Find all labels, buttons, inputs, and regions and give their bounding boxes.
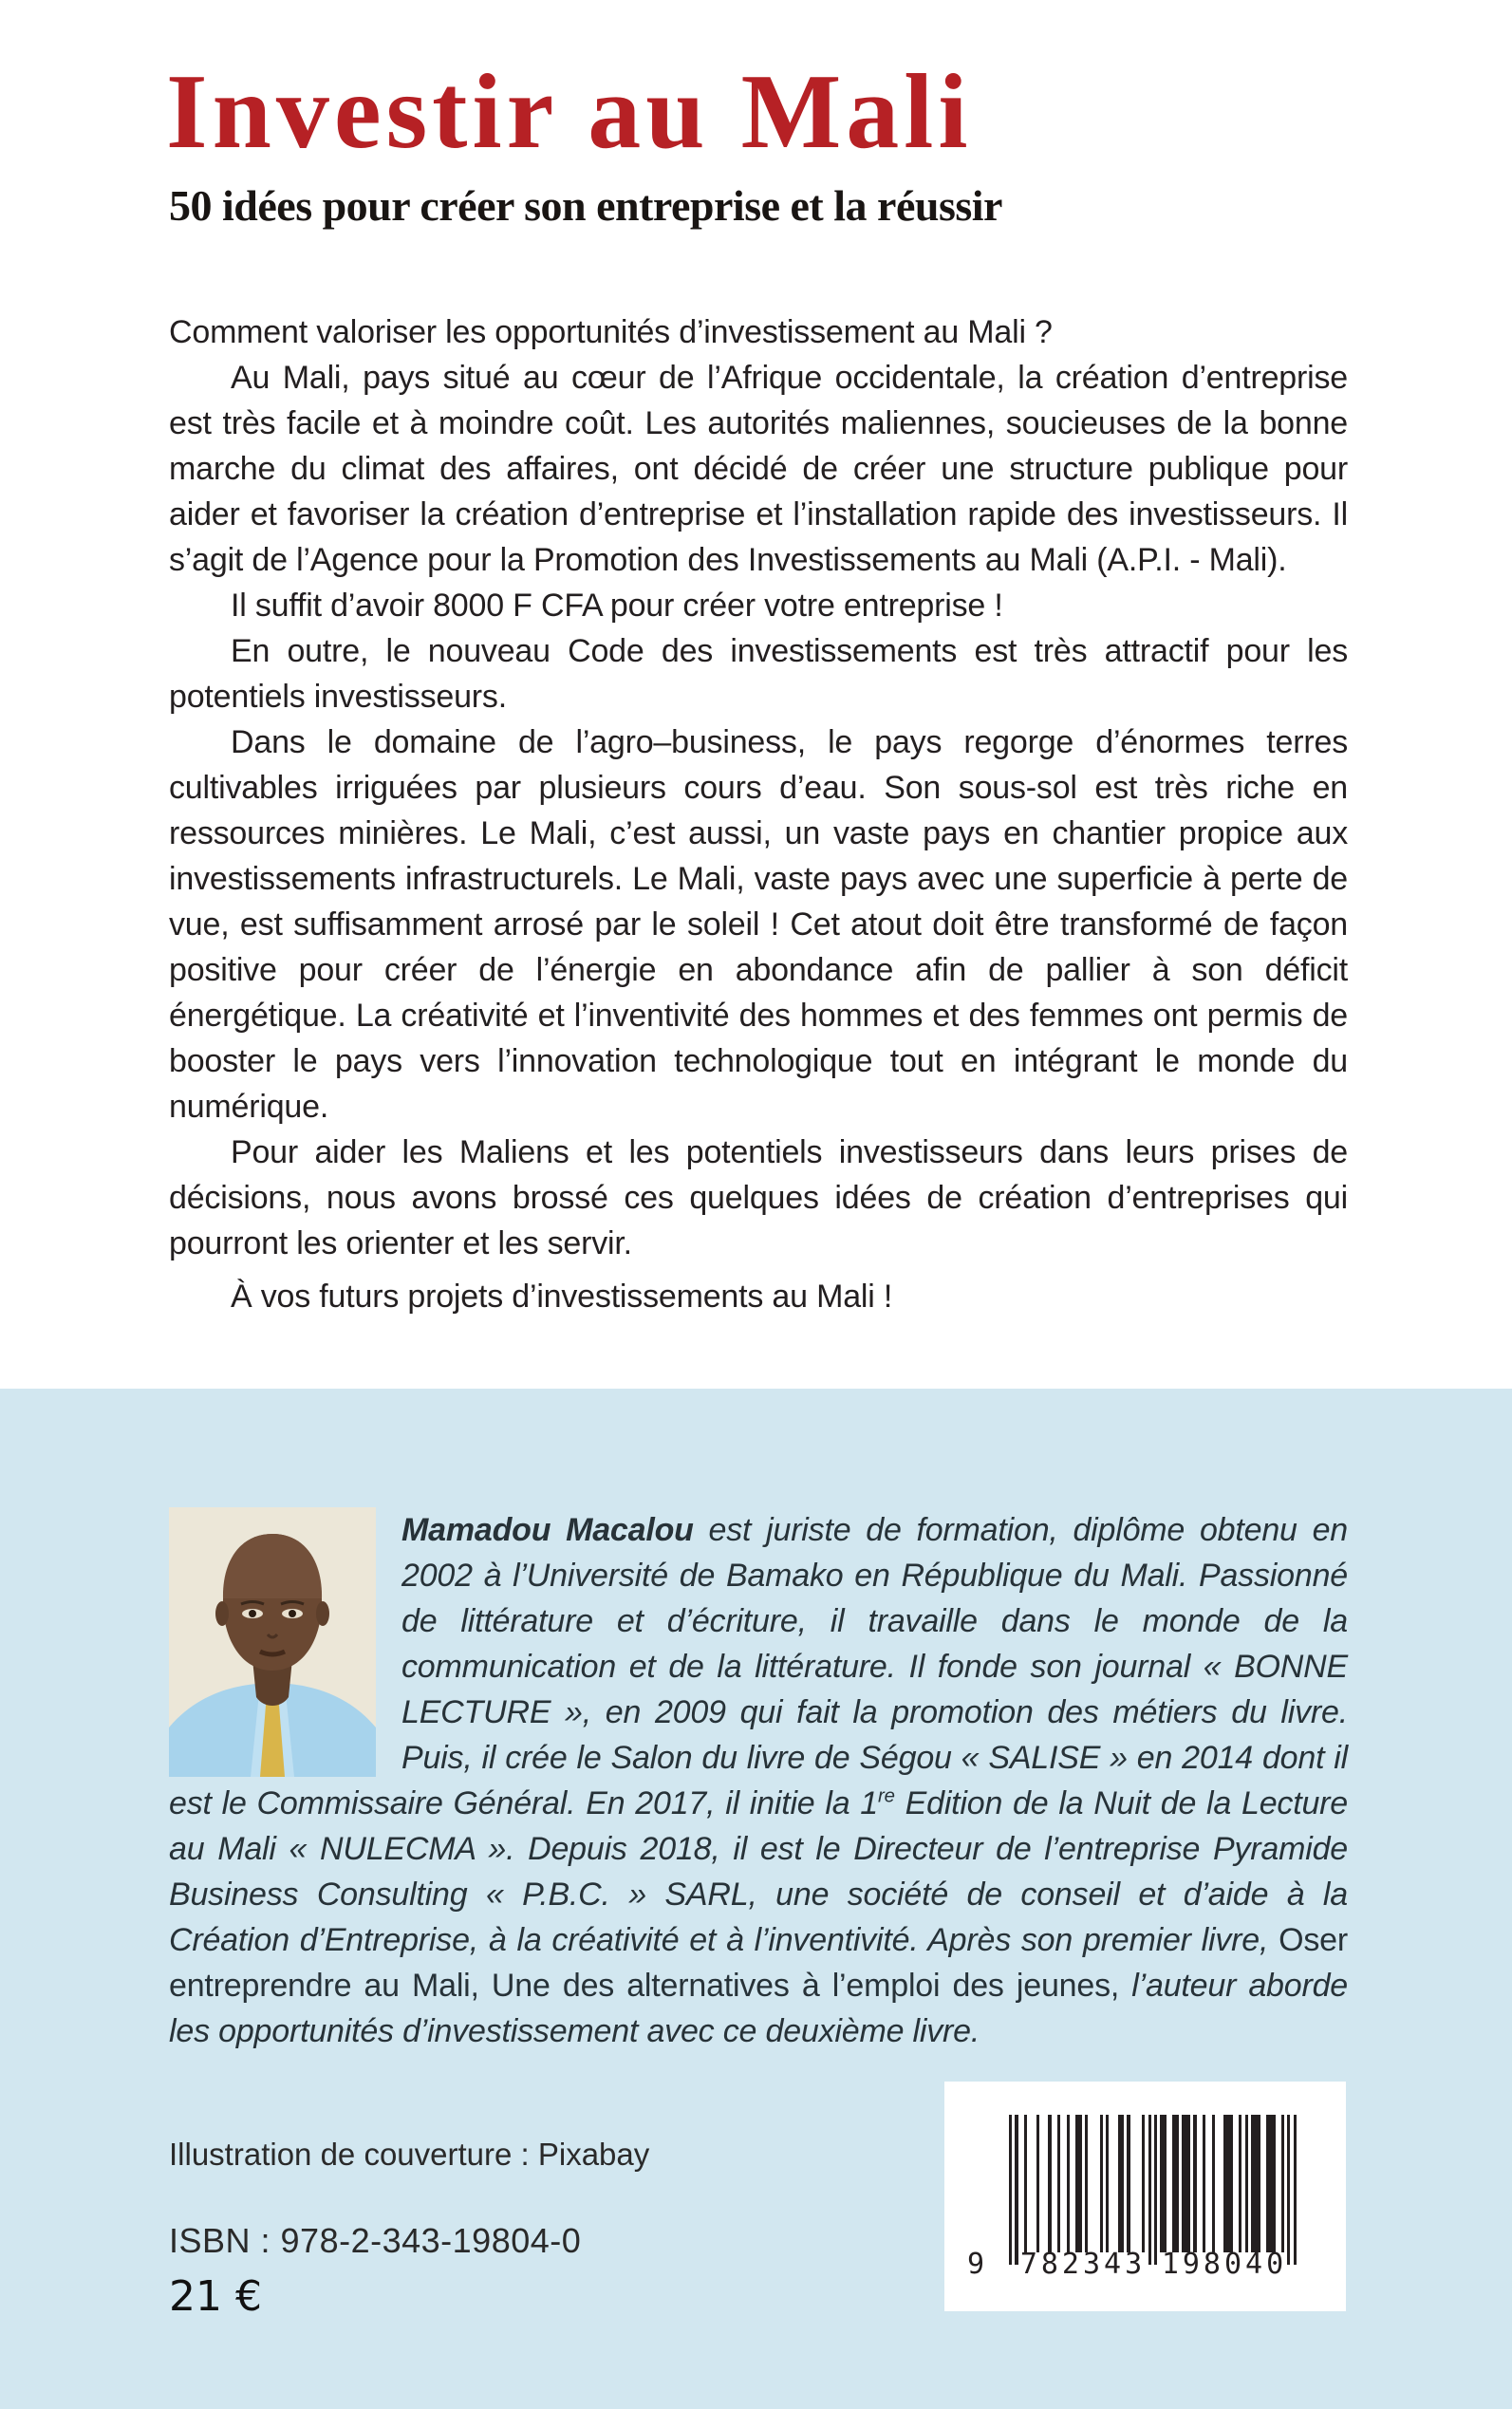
price: 21 € xyxy=(169,2272,262,2321)
author-photo xyxy=(169,1507,376,1777)
barcode-digits-right: 198040 xyxy=(1161,2248,1288,2281)
barcode-module xyxy=(1294,2115,1297,2265)
isbn-number: ISBN : 978-2-343-19804-0 xyxy=(169,2221,582,2260)
barcode-digit-first: 9 xyxy=(967,2248,985,2281)
barcode-bars xyxy=(1009,2115,1298,2267)
author-bio xyxy=(169,1507,1348,2054)
previous-book-title: Oser entreprendre au Mali, Une des alternatives à l’emploi des jeunes, xyxy=(169,1922,1348,2004)
book-title: Investir au Mali xyxy=(166,53,973,171)
synopsis-paragraph: Il suffit d’avoir 8000 F CFA pour créer votre entreprise ! xyxy=(231,588,1003,624)
synopsis-paragraph: Au Mali, pays situé au cœur de l’Afrique occidentale, la création d’entreprise est très facile et à moindre coût. Les autorités maliennes, soucieuses de la bonne marche du climat des affaires, ont décidé de créer une structure publique pour aider et favoriser la création d’entreprise et l’installation rapide des investisseurs. Il s’agit de l’Agence pour la Promotion des Investissements au Mali (A.P.I. - Mali). xyxy=(169,360,1348,578)
author-name: Mamadou Macalou xyxy=(401,1512,694,1548)
synopsis xyxy=(169,309,1348,1319)
synopsis-closing-line: À vos futurs projets d’investissements au Mali ! xyxy=(231,1279,893,1315)
synopsis-paragraph: Dans le domaine de l’agro–business, le pays regorge d’énormes terres cultivables irriguées par plusieurs cours d’eau. Son sous-sol est très riche en ressources minières. Le Mali, c’est aussi, un vaste pays en chantier propice aux investissements infrastructurels. Le Mali, vaste pays avec une superficie à perte de vue, est suffisamment arrosé par le soleil ! Cet atout doit être transformé de façon positive pour créer de l’énergie en abondance afin de pallier à son déficit énergétique. La créativité et l’inventivité des hommes et des femmes ont permis de booster le pays vers l’innovation technologique tout en intégrant le monde du numérique. xyxy=(169,724,1348,1125)
synopsis-paragraph: Comment valoriser les opportunités d’investissement au Mali ? xyxy=(169,314,1053,350)
synopsis-paragraph: En outre, le nouveau Code des investissements est très attractif pour les potentiels investisseurs. xyxy=(169,633,1348,715)
ordinal-superscript: re xyxy=(878,1785,895,1807)
barcode xyxy=(944,2082,1346,2311)
book-subtitle: 50 idées pour créer son entreprise et la réussir xyxy=(169,181,1002,230)
synopsis-paragraph: Pour aider les Maliens et les potentiels investisseurs dans leurs prises de décisions, nous avons brossé ces quelques idées de création d’entreprises qui pourront les orienter et les servir. xyxy=(169,1134,1348,1261)
barcode-digits-left: 782343 xyxy=(1019,2248,1147,2281)
author-bio-text: Mamadou Macalou est juriste de formation, diplôme obtenu en 2002 à l’Université de Bamako en République du Mali. Passionné de littérature et d’écriture, il travaille dans le monde de la communication et de la littérature. Il fonde son journal « BONNE LECTURE », en 2009 qui fait la promotion des métiers du livre. Puis, il crée le Salon du livre de Ségou « SALISE » en 2014 dont il est le Commissaire Général. En 2017, il initie la 1re Edition de la Nuit de la Lecture au Mali « NULECMA ». Depuis 2018, il est le Directeur de l’entreprise Pyramide Business Consulting « P.B.C. » SARL, une société de conseil et d’aide à la Création d’Entreprise, à la créativité et à l’inventivité. Après son premier livre, Oser entreprendre au Mali, Une des alternatives à l’emploi des jeunes, l’auteur aborde les opportunités d’investissement avec ce deuxième livre. xyxy=(169,1512,1349,2049)
cover-illustration-credit: Illustration de couverture : Pixabay xyxy=(169,2137,650,2172)
